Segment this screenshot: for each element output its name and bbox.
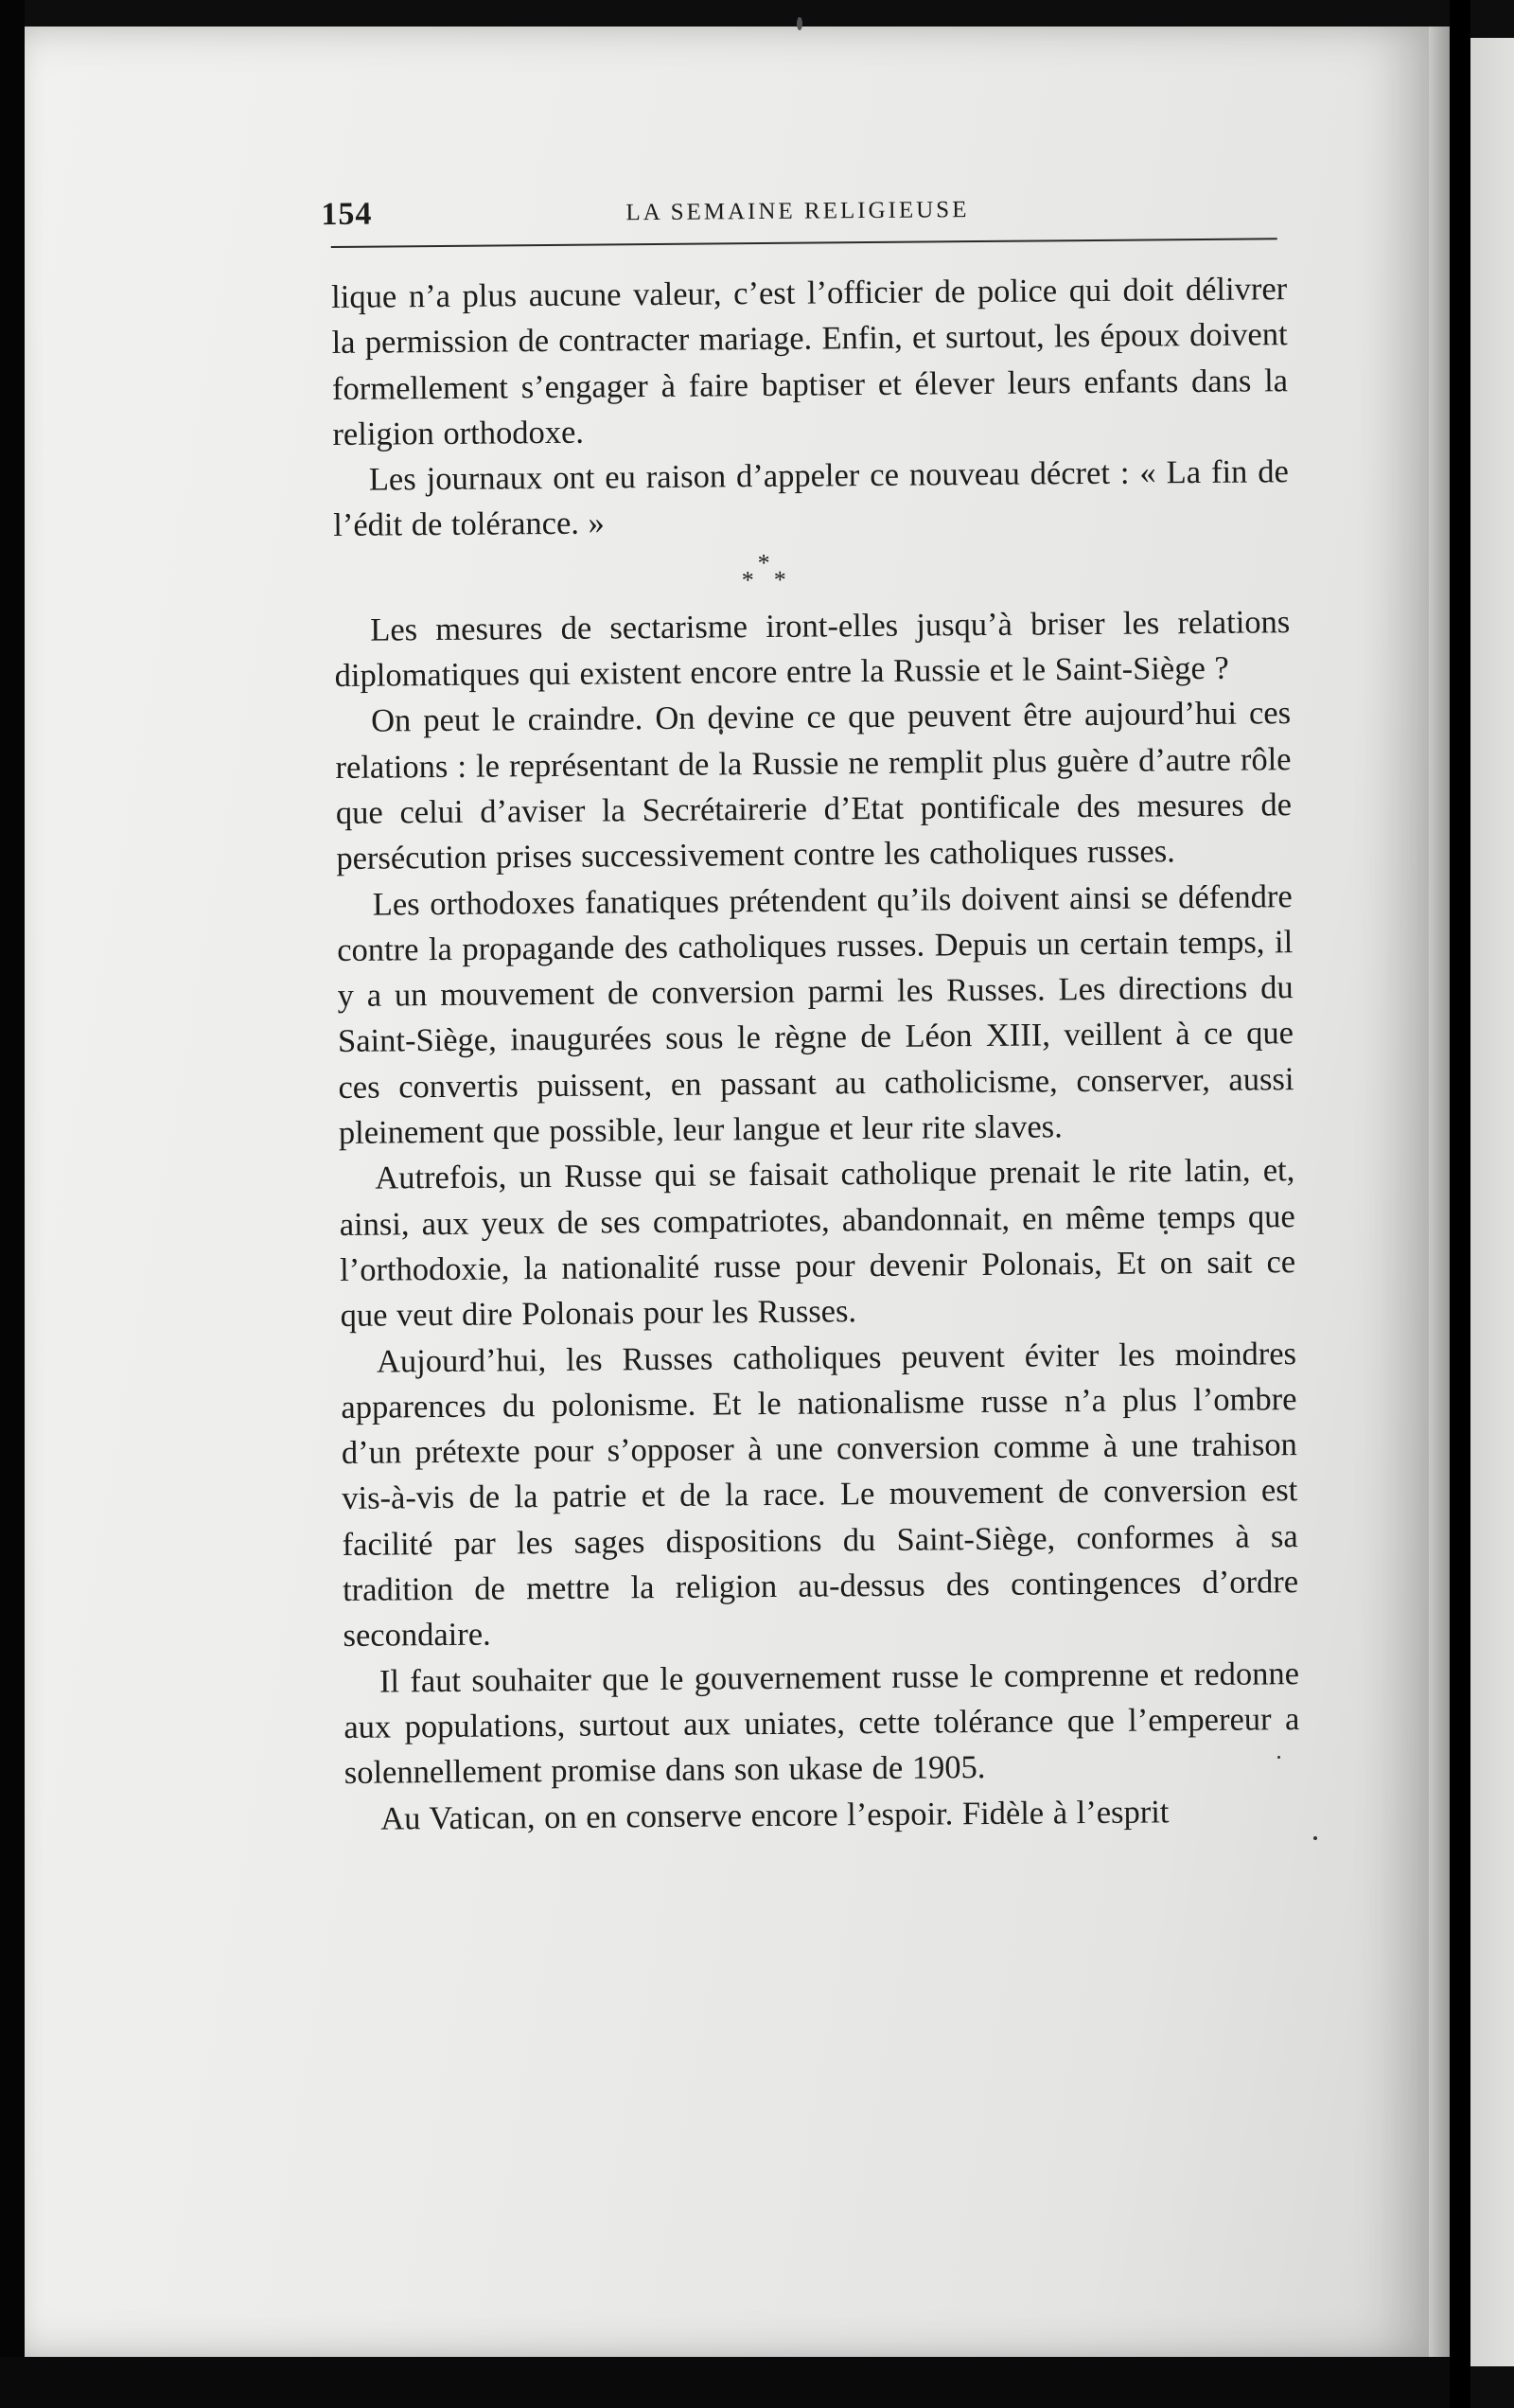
- paragraph: Il faut souhaiter que le gouvernement russe le comprenne et redonne aux populations, surtout aux uniates, cette tolérance que l’empereur a solennellement promise dans son ukase de 1905.: [343, 1655, 1300, 1792]
- running-title: LA SEMAINE RELIGIEUSE: [625, 197, 970, 226]
- scan-border-bottom: [0, 2357, 1450, 2408]
- page-number: 154: [321, 196, 373, 233]
- paper-speck: [1313, 1836, 1317, 1840]
- paper-speck: [797, 17, 802, 30]
- page-text-block: [321, 196, 1300, 1842]
- paragraph: Les journaux ont eu raison d’appeler ce nouveau décret : « La fin de l’édit de tolérance. »: [333, 453, 1290, 544]
- running-head: [321, 188, 1286, 239]
- paragraph: Les orthodoxes fanatiques prétendent qu’ils doivent ainsi se défendre contre la propagande des catholiques russes. Depuis un certain temps, il y a un mouvement de conversion parmi les Russes. Les directions du Saint-Siège, inaugurées sous le règne de Léon XIII, veillent à ce que ces convertis puissent, en passant au catholicisme, conserver, aussi pleinement que possible, leur langue et leur rite slaves.: [337, 877, 1294, 1152]
- paragraph: Les mesures de sectarisme iront-elles jusqu’à briser les relations diplomatiques qui existent encore entre la Russie et le Saint-Siège ?: [334, 603, 1291, 695]
- paragraph: Aujourd’hui, les Russes catholiques peuvent éviter les moindres apparences du polonisme. Et le nationalisme russe n’a plus l’ombre d’un prétexte pour s’opposer à une conversion comme à une trahison vis-à-vis de la patrie et de la race. Le mouvement de conversion est facilité par les sages dispositions du Saint-Siège, conformes à sa tradition de mettre la religion au-dessus des contingences d’ordre secondaire.: [341, 1335, 1299, 1655]
- scan-border-left: [0, 0, 25, 2408]
- adjacent-page: [1470, 38, 1514, 2366]
- page-edge: [1429, 27, 1450, 2357]
- section-break-asterism: [334, 540, 1291, 608]
- paragraph: On peut le craindre. On devine ce que peuvent être aujourd’hui ces relations : le représentant de la Russie ne remplit plus guère d’autre rôle que celui d’aviser la Secrétairerie d’Etat pontificale des mesures de persécution prises successivement contre les catholiques russes.: [335, 695, 1293, 877]
- paragraph: Autrefois, un Russe qui se faisait catholique prenait le rite latin, et, ainsi, aux yeux de ses compatriotes, abandonnait, en même temps que l’orthodoxie, la nationalité russe pour devenir Polonais, Et on sait ce que veut dire Polonais pour les Russes.: [339, 1152, 1296, 1335]
- asterism-star: *: [773, 565, 786, 593]
- scan-gutter: [1450, 0, 1470, 2408]
- asterism-star: *: [741, 565, 754, 594]
- asterism-star: *: [757, 548, 770, 576]
- paragraph: lique n’a plus aucune valeur, c’est l’officier de police qui doit délivrer la permission de contracter mariage. Enfin, et surtout, les époux doivent formellement s’engager à faire baptiser et élever leurs enfants dans la religion orthodoxe.: [331, 271, 1289, 452]
- paragraph: Au Vatican, on en conserve encore l’espoir. Fidèle à l’esprit: [380, 1793, 1170, 1837]
